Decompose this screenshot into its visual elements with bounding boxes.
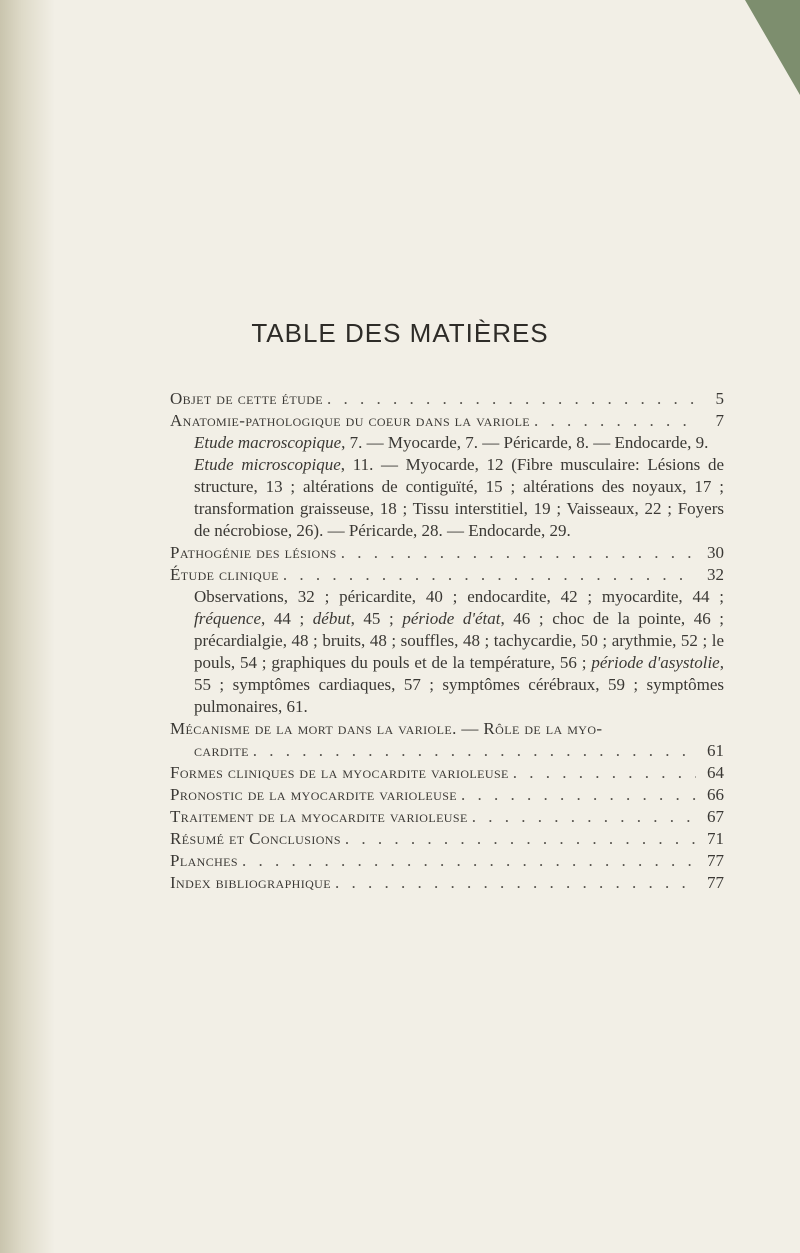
toc-subsection-macroscopique: [194, 432, 724, 454]
detail-italic: début: [312, 609, 351, 628]
table-of-contents: [170, 388, 724, 894]
toc-entry-page: 61: [707, 741, 724, 760]
toc-entry-page: 66: [707, 785, 724, 804]
toc-entry-label: Index bibliographique: [170, 873, 331, 892]
dot-leader: [283, 564, 696, 586]
toc-entry-label: Traitement de la myocardite varioleuse: [170, 807, 468, 826]
toc-entry-label: Mécanisme de la mort dans la variole. — Rôle de la myo-: [170, 719, 603, 738]
detail-text: , 55 ; symptômes cardiaques, 57 ; symptômes cérébraux, 59 ; symptômes pulmonaires, 61.: [194, 653, 724, 716]
dot-leader: [472, 806, 696, 828]
detail-italic: période d'état: [402, 609, 501, 628]
subsection-title: Etude microscopique: [194, 455, 341, 474]
toc-entry-planches: [170, 850, 724, 872]
toc-entry-traitement: [170, 806, 724, 828]
toc-entry-label: Formes cliniques de la myocardite varioleuse: [170, 763, 509, 782]
page-title: TABLE DES MATIÈRES: [251, 318, 549, 348]
toc-entry-label: Étude clinique: [170, 565, 279, 584]
toc-entry-page: 77: [707, 873, 724, 892]
toc-entry-anatomie: [170, 410, 724, 432]
dot-leader: [345, 828, 696, 850]
toc-entry-label: Résumé et Conclusions: [170, 829, 341, 848]
toc-entry-page: 32: [707, 565, 724, 584]
detail-italic: période d'asystolie: [591, 653, 720, 672]
toc-entry-objet: [170, 388, 724, 410]
dot-leader: [341, 542, 696, 564]
toc-subsection-microscopique: [194, 454, 724, 542]
detail-text: , 46 ; choc de la pointe, 46 ; précardialgie, 48 ; bruits, 48 ; souffles, 48 ; tachycardie, 50 ; arythmie, 52 ; le pouls, 54 ; graphiques du pouls et de la température, 56 ;: [194, 609, 725, 672]
toc-subsection-clinique-detail: [194, 586, 724, 718]
toc-entry-label: Pronostic de la myocardite varioleuse: [170, 785, 458, 804]
dot-leader: [242, 850, 696, 872]
toc-entry-mecanisme-cont: [194, 740, 724, 762]
toc-entry-pathogenie: [170, 542, 724, 564]
toc-entry-pronostic: [170, 784, 724, 806]
dot-leader: [335, 872, 696, 894]
toc-entry-label: Pathogénie des lésions: [170, 543, 337, 562]
toc-entry-page: 77: [707, 851, 724, 870]
toc-entry-page: 7: [715, 411, 724, 430]
toc-entry-label: Objet de cette étude: [170, 389, 324, 408]
dot-leader: [327, 388, 696, 410]
detail-italic: fréquence: [194, 609, 262, 628]
toc-entry-resume: [170, 828, 724, 850]
detail-text: , 45 ;: [350, 609, 403, 628]
toc-entry-label: Planches: [170, 851, 238, 870]
dot-leader: [534, 410, 696, 432]
toc-entry-index: [170, 872, 724, 894]
toc-entry-page: 67: [707, 807, 724, 826]
subsection-text: , 11. — Myocarde, 12 (Fibre musculaire: Lésions de structure, 13 ; altérations de contiguïté, 15 ; altérations des noyaux, 17 ; transformation graisseuse, 18 ; Tissu interstitiel, 19 ; Vaisseaux, 22 ; Foyers de nécrobiose, 26). — Péricarde, 28. — Endocarde, 29.: [194, 455, 724, 540]
toc-entry-mecanisme: [170, 718, 724, 740]
detail-text: , 44 ;: [261, 609, 313, 628]
page-corner: [745, 0, 800, 95]
toc-entry-label: Anatomie-pathologique du coeur dans la variole: [170, 411, 531, 430]
dot-leader: [461, 784, 696, 806]
detail-text: Observations, 32 ; péricardite, 40 ; endocardite, 42 ; myocardite, 44 ;: [194, 587, 724, 606]
toc-entry-page: 71: [707, 829, 724, 848]
subsection-title: Etude macroscopique: [194, 433, 342, 452]
toc-entry-page: 64: [707, 763, 724, 782]
toc-entry-page: 30: [707, 543, 724, 562]
toc-entry-page: 5: [715, 389, 724, 408]
subsection-text: , 7. — Myocarde, 7. — Péricarde, 8. — Endocarde, 9.: [341, 433, 709, 452]
dot-leader: [253, 740, 696, 762]
toc-entry-clinique: [170, 564, 724, 586]
toc-entry-formes: [170, 762, 724, 784]
dot-leader: [513, 762, 696, 784]
page-edge-shadow: [0, 0, 55, 1253]
toc-entry-label: cardite: [194, 741, 249, 760]
